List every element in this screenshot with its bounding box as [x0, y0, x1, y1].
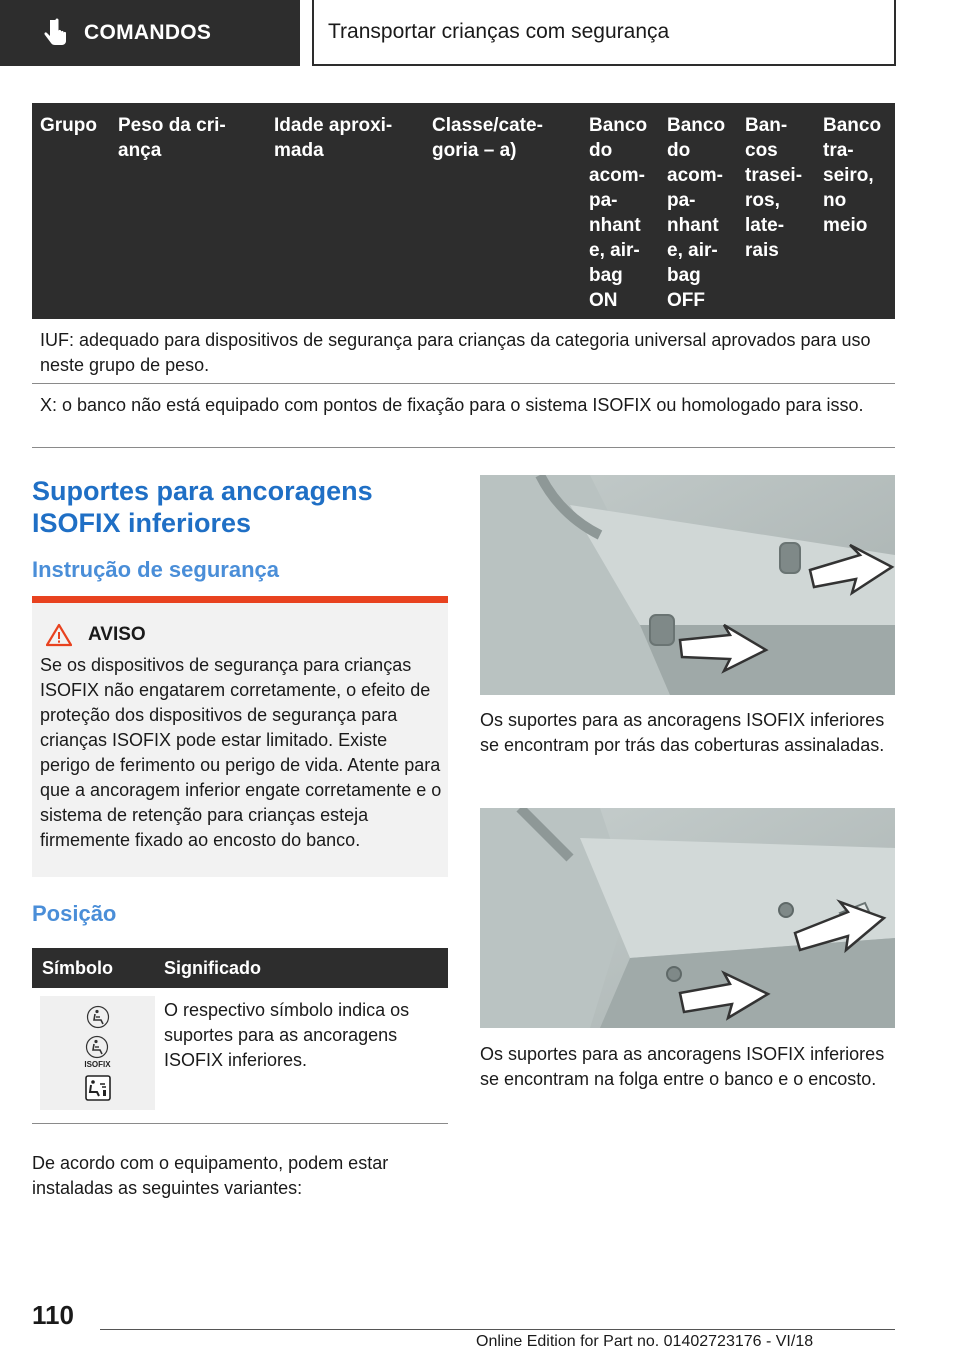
- column-header: Ban- cos trasei- ros, late- rais: [745, 115, 803, 261]
- isofix-symbols: [40, 996, 155, 1110]
- symbol-cell: [32, 988, 156, 1123]
- isofix-anchor-icon: [85, 1075, 111, 1101]
- page-number: 110: [32, 1300, 74, 1330]
- variants-paragraph: De acordo com o equipamento, podem estar instaladas as seguintes variantes:: [32, 1153, 389, 1198]
- pointing-hand-icon: [38, 15, 74, 51]
- isofix-seat-icon: [86, 1005, 110, 1029]
- isofix-labeled-symbol: [84, 1035, 110, 1069]
- warning-title: [40, 623, 442, 647]
- edition-note: Online Edition for Part no. 01402723176 - VI/18: [476, 1333, 814, 1350]
- chapter-title: Transportar crianças com segurança: [312, 0, 896, 66]
- photo-caption: Os suportes para as ancoragens ISOFIX inferiores se encontram na folga entre o banco e o encosto.: [480, 1044, 885, 1089]
- table-header: [32, 948, 448, 988]
- position-heading: Posição: [32, 901, 117, 926]
- column-header: Peso da cri- ança: [118, 115, 226, 161]
- table-row: X: o banco não está equipado com pontos de fixação para o sistema ISOFIX ou homologado para isso.: [32, 384, 895, 448]
- section-heading: Suportes para ancoragens ISOFIX inferiores: [32, 476, 373, 538]
- table-row: [32, 988, 448, 1124]
- warning-triangle-icon: [46, 623, 72, 647]
- photo-caption: Os suportes para as ancoragens ISOFIX inferiores se encontram por trás das coberturas assinaladas.: [480, 710, 885, 755]
- warning-box: [32, 596, 448, 877]
- column-header: Classe/cate- goria – a): [432, 115, 543, 161]
- column-header: Banco do acom- pa- nhant e, air- bag OFF: [667, 115, 726, 311]
- warning-label: AVISO: [88, 624, 146, 645]
- isofix-text: ISOFIX: [84, 1060, 111, 1069]
- column-header: Grupo: [40, 115, 97, 136]
- table-header: [32, 103, 895, 319]
- warning-text: Se os dispositivos de segurança para crianças ISOFIX não engatarem corretamente, o efeito de proteção dos dispositivos de segurança para crianças ISOFIX pode estar limitado. Existe perigo de ferimento ou perigo de vida. Atente para que a ancoragem inferior engate corretamente e o sistema de retenção para crianças esteja firmemente fixado ao encosto do banco.: [40, 655, 442, 850]
- rear-seat-photo-covers: [480, 475, 895, 695]
- symbol-table: [32, 948, 448, 1124]
- table-row: IUF: adequado para dispositivos de segurança para crianças da categoria universal aprovados para uso neste grupo de peso.: [32, 319, 895, 384]
- column-header: Idade aproxi- mada: [274, 115, 393, 161]
- footer-divider: [100, 1329, 895, 1330]
- rear-seat-photo-gap: [480, 808, 895, 1028]
- column-header: Banco do acom- pa- nhant e, air- bag ON: [589, 115, 648, 311]
- section-tab: [0, 0, 300, 66]
- section-subheading: Instrução de segurança: [32, 557, 279, 582]
- column-header-meaning: Significado: [164, 957, 262, 978]
- child-seat-table: [32, 103, 895, 448]
- column-header-symbol: Símbolo: [42, 957, 113, 978]
- column-header: Banco tra- seiro, no meio: [823, 115, 882, 236]
- isofix-seat-icon: [85, 1035, 109, 1059]
- section-label: COMANDOS: [84, 21, 212, 44]
- symbol-meaning: O respectivo símbolo indica os suportes para as ancoragens ISOFIX inferiores.: [164, 1000, 410, 1070]
